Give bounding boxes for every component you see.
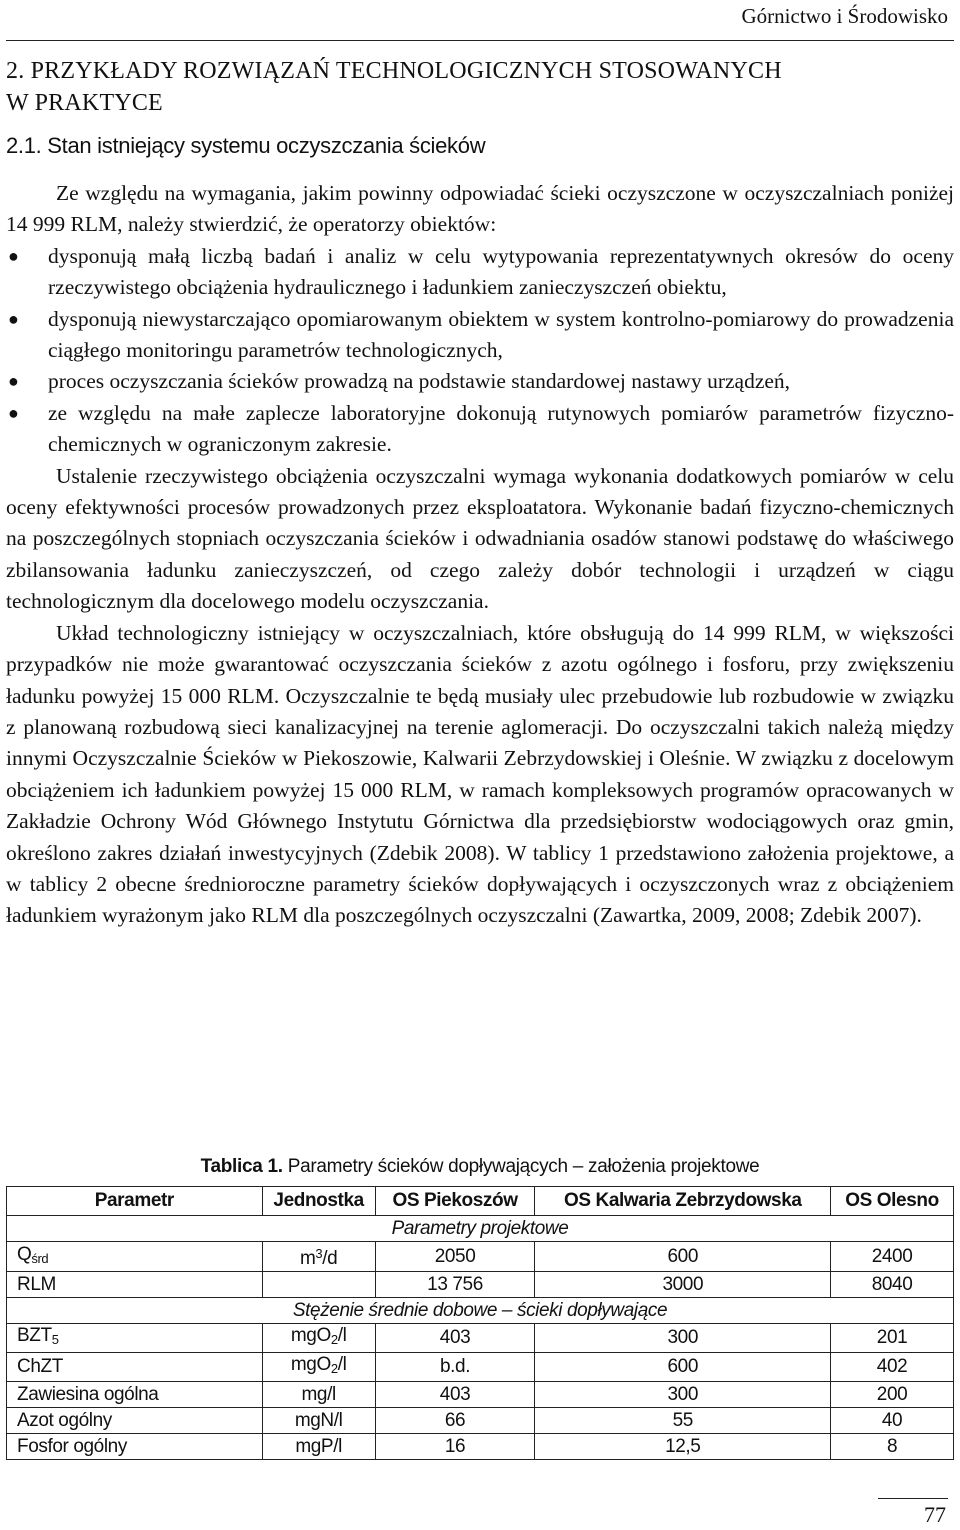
unit-tail: /d <box>322 1248 338 1269</box>
value-cell: 40 <box>831 1408 954 1434</box>
param-cell <box>7 1324 263 1353</box>
table-row <box>7 1242 954 1272</box>
section-heading-line1: 2. PRZYKŁADY ROZWIĄZAŃ TECHNOLOGICZNYCH STOSOWANYCH <box>6 58 782 84</box>
body-text <box>6 178 954 932</box>
subsection-heading: 2.1. Stan istniejący systemu oczyszczania ścieków <box>6 133 486 158</box>
param-cell: RLM <box>7 1272 263 1298</box>
value-cell: 201 <box>831 1324 954 1353</box>
table-header-row <box>7 1187 954 1216</box>
parameters-table <box>6 1186 954 1460</box>
value-cell: 8040 <box>831 1272 954 1298</box>
bullet-item <box>6 304 954 367</box>
value-cell: 200 <box>831 1382 954 1408</box>
value-cell: 300 <box>535 1324 831 1353</box>
value-cell: 66 <box>375 1408 535 1434</box>
body-paragraph: Układ technologiczny istniejący w oczyszczalniach, które obsługują do 14 999 RLM, w większości przypadków nie może gwarantować oczyszczania ścieków z azotu ogólnego i fosforu, przy zwiększeniu ładunku powyżej 15 000 RLM. Oczyszczalnie te będą musiały ulec przebudowie lub rozbudowie w związku z planowaną rozbudową sieci kanalizacyjnej na terenie aglomeracji. Do oczyszczalni takich należą między innymi Oczyszczalnie Ścieków w Piekoszowie, Kalwarii Zebrzydowskiej i Oleśnie. W związku z docelowym obciążeniem ich ładunkiem powyżej 15 000 RLM, w ramach kompleksowych programów opracowanych w Zakładzie Ochrony Wód Głównego Instytutu Górnictwa dla przedsiębiorstw wodociągowych oraz gmin, określono zakres działań inwestycyjnych (Zdebik 2008). W tablicy 1 przedstawiono założenia projektowe, a w tablicy 2 obecne średnioroczne parametry ścieków dopływających i oczyszczonych wraz z obciążeniem ładunkiem wyrażonym jako RLM dla poszczególnych oczyszczalni (Zawartka, 2009, 2008; Zdebik 2007). <box>6 620 954 928</box>
bullet-text: dysponują małą liczbą badań i analiz w celu wytypowania reprezentatywnych okresów do oceny rzeczywistego obciążenia hydraulicznego i ładunkiem zanieczyszczeń obiektu, <box>48 243 954 300</box>
value-cell: 13 756 <box>375 1272 535 1298</box>
param-cell: Zawiesina ogólna <box>7 1382 263 1408</box>
bullet-text: ze względu na małe zaplecze laboratoryjne dokonują rutynowych pomiarów parametrów fizyczno-chemicznych w ograniczonym zakresie. <box>48 400 954 457</box>
unit-cell <box>262 1242 375 1272</box>
value-cell: 600 <box>535 1242 831 1272</box>
page-number: 77 <box>924 1502 946 1527</box>
bullet-icon: ● <box>8 371 19 392</box>
table-row <box>7 1324 954 1353</box>
unit-text: mgO <box>290 1354 331 1375</box>
value-cell: 3000 <box>535 1272 831 1298</box>
bullet-icon: ● <box>8 308 19 329</box>
param-name: Q <box>17 1243 32 1265</box>
table-row <box>7 1272 954 1298</box>
group-label: Parametry projektowe <box>7 1216 954 1242</box>
footer-rule <box>878 1498 948 1499</box>
table-caption-text: Parametry ścieków dopływających – założenia projektowe <box>287 1156 760 1177</box>
unit-cell: mg/l <box>262 1382 375 1408</box>
intro-paragraph: Ze względu na wymagania, jakim powinny odpowiadać ścieki oczyszczone w oczyszczalniach poniżej 14 999 RLM, należy stwierdzić, że operatorzy obiektów: <box>6 181 954 237</box>
param-cell: ChZT <box>7 1353 263 1382</box>
unit-cell: mgP/l <box>262 1434 375 1460</box>
unit-tail: /l <box>337 1325 347 1346</box>
table-row <box>7 1382 954 1408</box>
unit-text: m <box>299 1248 316 1269</box>
group-label: Stężenie średnie dobowe – ścieki dopływające <box>7 1298 954 1324</box>
table-caption <box>6 1156 954 1178</box>
unit-cell <box>262 1272 375 1298</box>
bullet-text: proces oczyszczania ścieków prowadzą na podstawie standardowej nastawy urządzeń, <box>48 369 791 394</box>
unit-text: mgO <box>290 1325 331 1346</box>
bullet-item <box>6 241 954 304</box>
table-row <box>7 1408 954 1434</box>
value-cell: 16 <box>375 1434 535 1460</box>
param-cell <box>7 1242 263 1272</box>
bullet-icon: ● <box>8 402 19 423</box>
table-row <box>7 1434 954 1460</box>
table-group-row <box>7 1298 954 1324</box>
column-header: OS Olesno <box>831 1187 954 1216</box>
header-rule <box>6 40 954 41</box>
param-cell: Azot ogólny <box>7 1408 263 1434</box>
value-cell: 12,5 <box>535 1434 831 1460</box>
table-group-row <box>7 1216 954 1242</box>
unit-tail: /l <box>337 1354 347 1375</box>
table-caption-label: Tablica 1. <box>200 1156 283 1177</box>
column-header: Jednostka <box>262 1187 375 1216</box>
value-cell: 403 <box>375 1324 535 1353</box>
value-cell: 403 <box>375 1382 535 1408</box>
column-header: OS Kalwaria Zebrzydowska <box>535 1187 831 1216</box>
value-cell: 300 <box>535 1382 831 1408</box>
unit-superscript: 3 <box>315 1246 323 1261</box>
column-header: OS Piekoszów <box>375 1187 535 1216</box>
param-name: BZT <box>17 1325 52 1346</box>
bullet-list <box>6 241 954 461</box>
column-header: Parametr <box>7 1187 263 1216</box>
unit-cell <box>262 1324 375 1353</box>
value-cell: 8 <box>831 1434 954 1460</box>
section-heading-line2: W PRAKTYCE <box>6 90 163 116</box>
unit-subscript: 2 <box>330 1361 338 1376</box>
bullet-icon: ● <box>8 245 19 266</box>
value-cell: 2050 <box>375 1242 535 1272</box>
value-cell: b.d. <box>375 1353 535 1382</box>
journal-title: Górnictwo i Środowisko <box>741 4 948 28</box>
bullet-item <box>6 366 954 397</box>
value-cell: 55 <box>535 1408 831 1434</box>
unit-cell: mgN/l <box>262 1408 375 1434</box>
unit-cell <box>262 1353 375 1382</box>
unit-subscript: 2 <box>330 1332 338 1347</box>
section-heading <box>6 55 954 119</box>
value-cell: 402 <box>831 1353 954 1382</box>
param-subscript: 5 <box>51 1332 59 1347</box>
value-cell: 600 <box>535 1353 831 1382</box>
table-row <box>7 1353 954 1382</box>
body-paragraph: Ustalenie rzeczywistego obciążenia oczyszczalni wymaga wykonania dodatkowych pomiarów w celu oceny efektywności procesów prowadzonych przez eksploatatora. Wykonanie badań fizyczno-chemicznych na poszczególnych stopniach oczyszczania ścieków i odwadniania osadów stanowi podstawę do właściwego zbilansowania ładunku zanieczyszczeń, od czego zależy dobór technologii i urządzeń w ciągu technologicznym dla docelowego modelu oczyszczania. <box>6 463 954 614</box>
bullet-text: dysponują niewystarczająco opomiarowanym obiektem w system kontrolno-pomiarowy do prowadzenia ciągłego monitoringu parametrów technologicznych, <box>48 306 954 363</box>
value-cell: 2400 <box>831 1242 954 1272</box>
bullet-item <box>6 398 954 461</box>
param-subscript: śrd <box>31 1250 49 1266</box>
param-cell: Fosfor ogólny <box>7 1434 263 1460</box>
